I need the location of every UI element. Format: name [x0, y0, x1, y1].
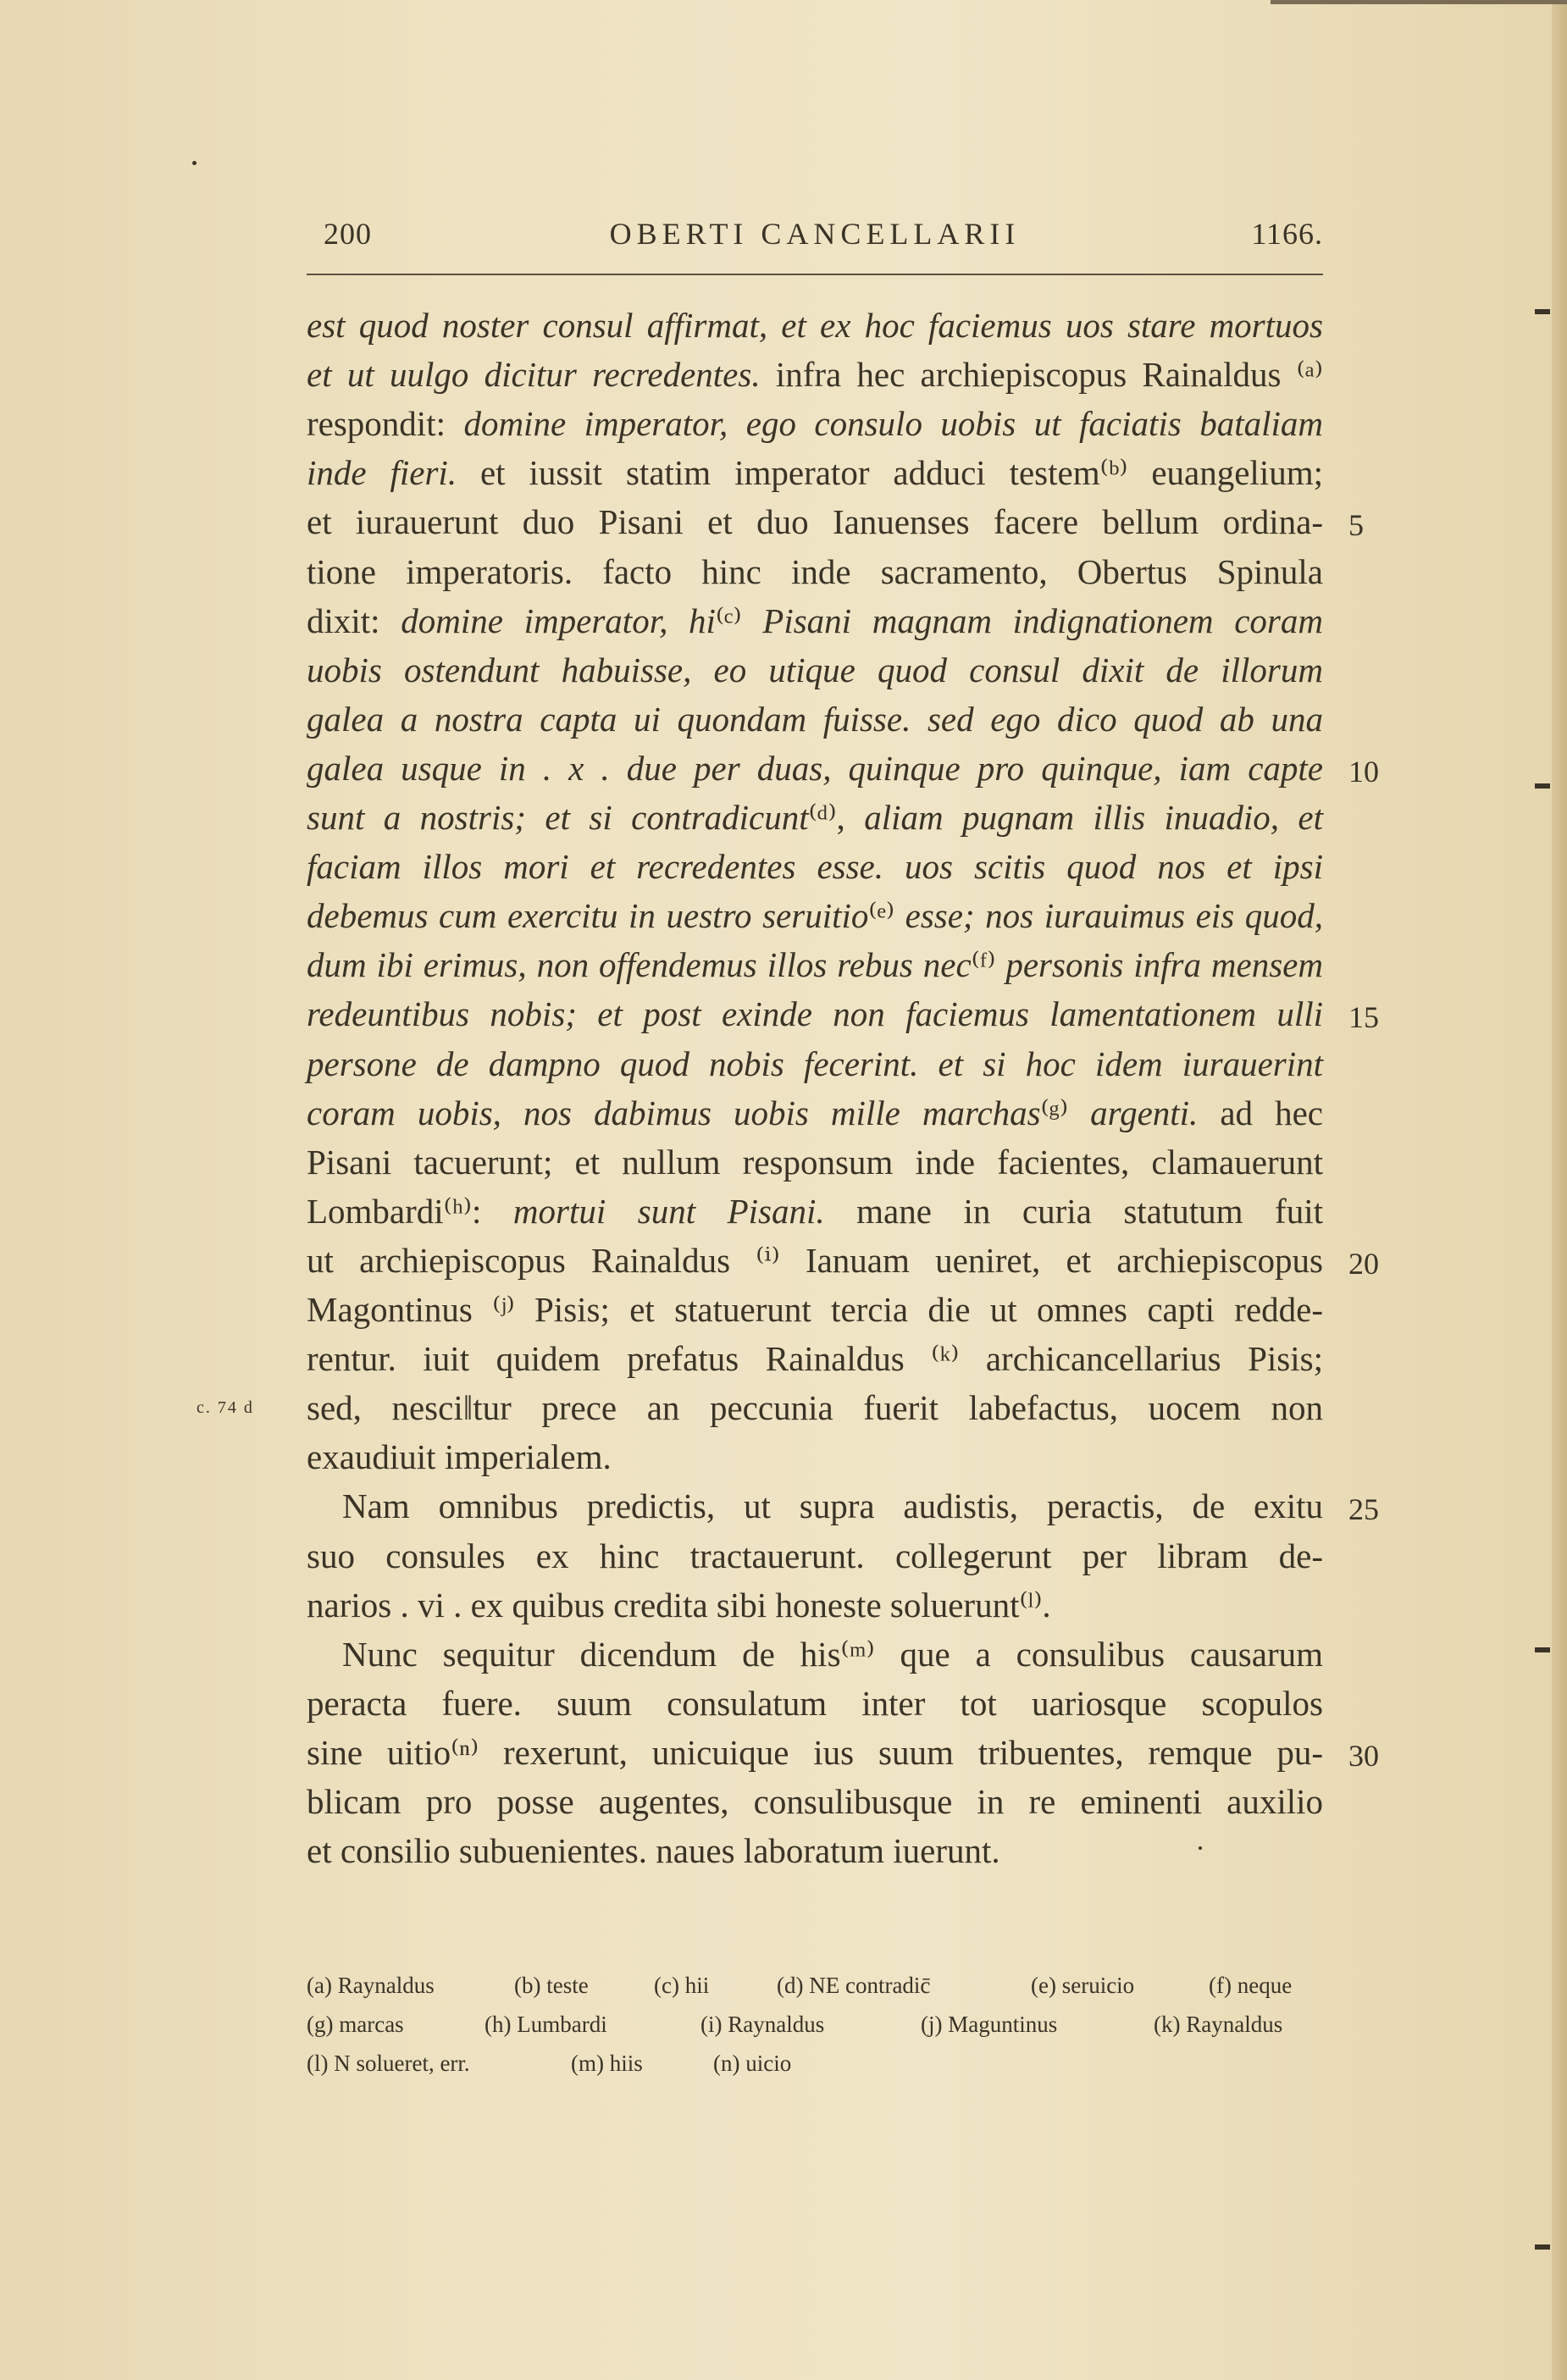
text-segment: et iussit statim imperator adduci testem⁽ᵇ⁾ euangelium; [457, 453, 1323, 493]
line-number: 5 [1348, 508, 1364, 543]
text-segment: domine imperator, ego consulo uobis ut faciatis bataliam [463, 404, 1323, 444]
text-line [307, 301, 1323, 350]
header-rule [307, 274, 1323, 275]
text-line [307, 350, 1323, 399]
text-segment: argenti. [1090, 1093, 1199, 1132]
text-segment: galea usque in . x . due per duas, quinque pro quinque, iam capte [307, 748, 1323, 788]
running-head: OBERTI CANCELLARII [609, 217, 1021, 251]
text-segment: et consilio subuenientes. naues laboratum iuerunt. [307, 1831, 1000, 1871]
text-segment: ⁽ᶠ⁾ [971, 945, 1006, 985]
text-segment: Nam omnibus predictis, ut supra audistis, peractis, de exitu [342, 1486, 1323, 1526]
text-segment: est quod noster consul affirmat, et ex hoc faciemus uos stare mortuos [307, 306, 1323, 345]
page-header [307, 216, 1323, 267]
margin-mark [1535, 1647, 1550, 1652]
text-segment: coram uobis, nos dabimus uobis mille marchas [307, 1093, 1041, 1132]
line-number: 25 [1348, 1492, 1379, 1527]
text-segment: tione imperatoris. facto hinc inde sacramento, Obertus Spinula [307, 551, 1323, 591]
text-line [307, 1088, 1323, 1137]
text-segment: et ut uulgo dicitur recredentes. [307, 355, 761, 395]
text-line [307, 1826, 1323, 1875]
text-segment: sine uitio⁽ⁿ⁾ rexerunt, unicuique ius suum tribuentes, remque pu- [307, 1732, 1323, 1772]
text-segment: ⁽ᶜ⁾ [715, 601, 763, 640]
text-line [307, 547, 1323, 596]
text-segment: ad hec [1198, 1093, 1324, 1132]
margin-mark [1535, 2244, 1550, 2250]
text-line [307, 1777, 1323, 1826]
text-segment: ⁽ᵉ⁾ [868, 896, 905, 936]
text-line [307, 1039, 1323, 1088]
text-line [307, 695, 1323, 744]
footnote: (k) Raynaldus [1154, 2012, 1283, 2037]
margin-mark [1535, 309, 1550, 314]
footnote-row [307, 1967, 1323, 2004]
text-line [307, 1334, 1323, 1383]
footnote: (e) seruicio [1031, 1973, 1135, 1998]
text-line [307, 1137, 1323, 1187]
text-line [307, 1580, 1323, 1630]
text-segment: esse; nos iurauimus eis quod, [905, 896, 1323, 936]
text-line [307, 744, 1323, 793]
page-number: 200 [324, 217, 372, 251]
footnote: (g) marcas [307, 2012, 404, 2037]
footnote: (n) uicio [713, 2051, 792, 2076]
text-segment: sunt a nostris; et si contradicunt [307, 798, 809, 837]
text-segment: mane in curia statutum fuit [824, 1191, 1323, 1231]
footnote: (d) NE contradic̄ [777, 1973, 931, 1998]
footnote: (i) Raynaldus [700, 2012, 825, 2037]
page-edge [1552, 0, 1567, 2380]
footnote: (c) hii [654, 1973, 710, 1998]
scan-top-bar [1271, 0, 1567, 4]
text-segment: exaudiuit imperialem. [307, 1437, 612, 1477]
line-number: 10 [1348, 754, 1379, 789]
text-line [307, 1728, 1323, 1777]
speck [1199, 1846, 1202, 1850]
header-year: 1166. [1251, 217, 1323, 251]
text-line [307, 1432, 1323, 1481]
text-segment: personis infra mensem [1005, 945, 1323, 985]
text-segment: faciam illos mori et recredentes esse. uos scitis quod nos et ipsi [307, 847, 1323, 887]
text-segment: aliam pugnam illis inuadio, et [864, 798, 1323, 837]
text-segment: ⁽ᵍ⁾ [1040, 1093, 1091, 1132]
text-segment: rentur. iuit quidem prefatus Rainaldus ⁽ᵏ⁾ archicancellarius Pisis; [307, 1339, 1323, 1379]
text-line [307, 940, 1323, 989]
line-number: 20 [1348, 1246, 1379, 1281]
footnote: (h) Lumbardi [484, 2012, 607, 2037]
text-line [307, 989, 1323, 1038]
text-segment: Lombardi⁽ʰ⁾: [307, 1191, 513, 1231]
text-segment: suo consules ex hinc tractauerunt. collegerunt per libram de- [307, 1536, 1323, 1575]
text-segment: dixit: [307, 601, 401, 640]
text-line [307, 645, 1323, 695]
footnote: (l) N solueret, err. [307, 2051, 470, 2076]
text-segment: dum ibi erimus, non offendemus illos rebus nec [307, 945, 972, 985]
text-line [307, 399, 1323, 448]
text-segment: infra hec archiepiscopus Rainaldus ⁽ᵃ⁾ [760, 355, 1323, 395]
text-segment: blicam pro posse augentes, consulibusque in re eminenti auxilio [307, 1782, 1323, 1821]
text-segment: Magontinus ⁽ʲ⁾ Pisis; et statuerunt tercia die ut omnes capti redde- [307, 1290, 1323, 1329]
text-segment: domine imperator, hi [401, 601, 716, 640]
text-line [307, 1481, 1323, 1530]
text-segment: debemus cum exercitu in uestro seruitio [307, 896, 869, 936]
text-segment: et iurauerunt duo Pisani et duo Ianuenses facere bellum ordina- [307, 502, 1323, 542]
text-segment: uobis ostendunt habuisse, eo utique quod consul dixit de illorum [307, 650, 1323, 689]
margin-note: c. 74 d [197, 1398, 254, 1418]
text-segment: sed, nesci‖tur prece an peccunia fuerit labefactus, uocem non [307, 1388, 1323, 1428]
text-line [307, 1679, 1323, 1728]
footnote: (a) Raynaldus [307, 1973, 435, 1998]
text-line [307, 793, 1323, 842]
text-segment: narios . vi . ex quibus credita sibi honeste soluerunt⁽ˡ⁾. [307, 1585, 1051, 1624]
text-line [307, 448, 1323, 497]
text-line [307, 497, 1323, 546]
text-segment: persone de dampno quod nobis fecerint. et si hoc idem iurauerint [307, 1043, 1323, 1083]
footnote-row [307, 2045, 1323, 2082]
text-segment: galea a nostra capta ui quondam fuisse. sed ego dico quod ab una [307, 699, 1323, 739]
text-segment: Nunc sequitur dicendum de his⁽ᵐ⁾ que a consulibus causarum [342, 1634, 1323, 1674]
speck [192, 161, 197, 165]
text-segment: redeuntibus nobis; et post exinde non faciemus lamentationem ulli [307, 994, 1323, 1034]
text-segment: mortui sunt Pisani. [512, 1191, 825, 1231]
text-segment: inde fieri. [307, 453, 457, 493]
text-line [307, 1630, 1323, 1679]
footnote: (b) teste [514, 1973, 589, 1998]
footnote: (j) Maguntinus [921, 2012, 1058, 2037]
footnote-row [307, 2006, 1323, 2043]
text-segment: Pisani magnam indignationem coram [762, 601, 1323, 640]
text-segment: respondit: [307, 404, 464, 444]
text-line [307, 1187, 1323, 1236]
text-line [307, 596, 1323, 645]
footnote: (f) neque [1209, 1973, 1293, 1998]
text-segment: peracta fuere. suum consulatum inter tot uariosque scopulos [307, 1683, 1323, 1723]
text-line [307, 891, 1323, 940]
line-number: 30 [1348, 1738, 1379, 1773]
text-line [307, 1383, 1323, 1432]
text-line [307, 1236, 1323, 1285]
text-line [307, 1285, 1323, 1334]
footnote: (m) hiis [571, 2051, 643, 2076]
text-line [307, 842, 1323, 891]
margin-mark [1535, 783, 1550, 789]
text-segment: ut archiepiscopus Rainaldus ⁽ⁱ⁾ Ianuam ueniret, et archiepiscopus [307, 1240, 1323, 1280]
text-segment: ⁽ᵈ⁾, [808, 798, 865, 837]
line-number: 15 [1348, 1000, 1379, 1035]
text-segment: Pisani tacuerunt; et nullum responsum inde facientes, clamauerunt [307, 1142, 1323, 1182]
text-line [307, 1531, 1323, 1580]
